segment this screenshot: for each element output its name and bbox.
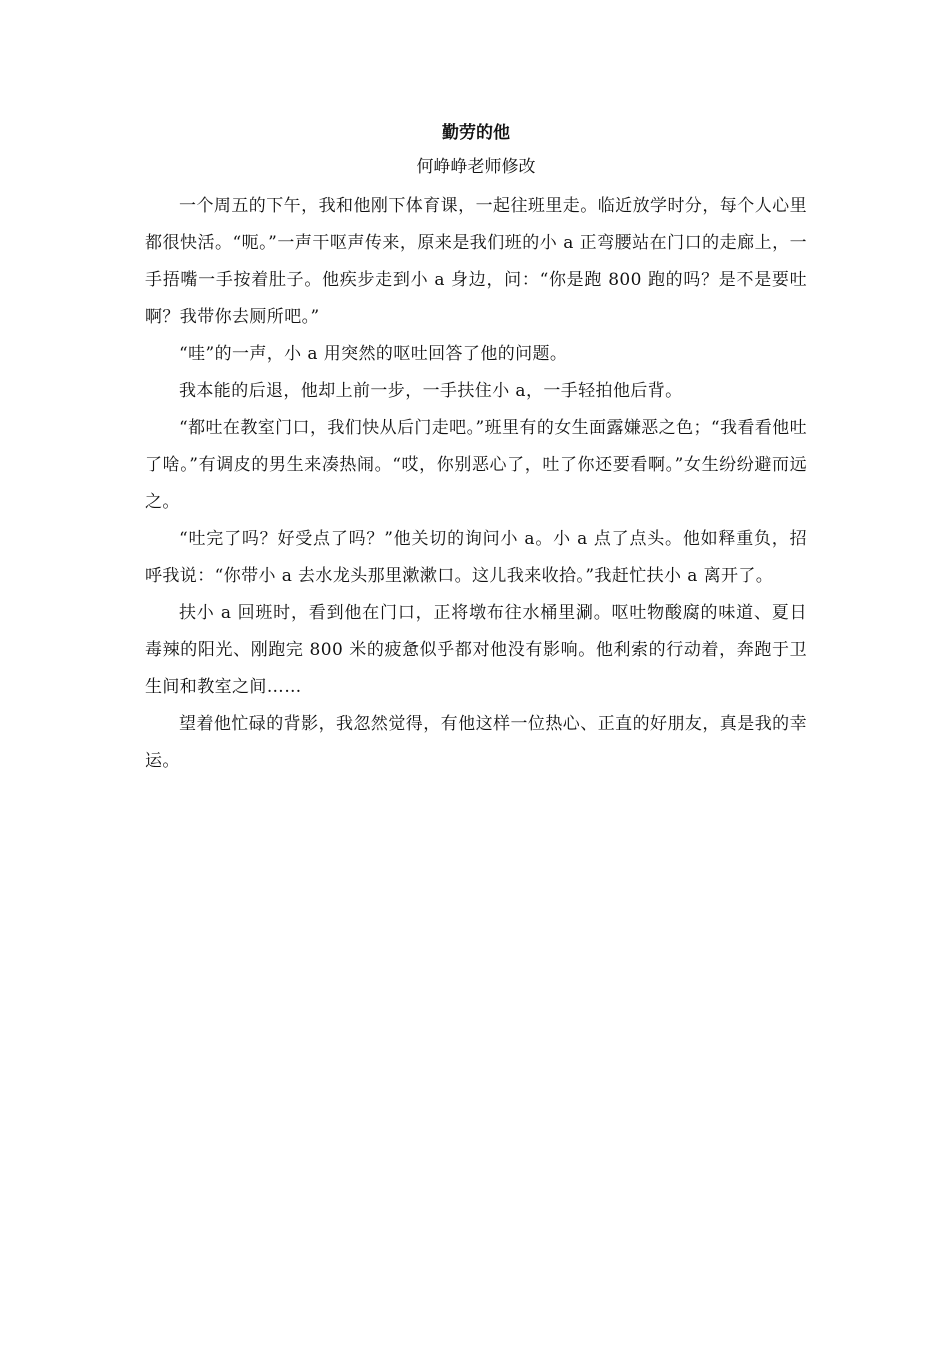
paragraph-4: “都吐在教室门口，我们快从后门走吧。”班里有的女生面露嫌恶之色；“我看看他吐了啥。”有调皮的男生来凑热闹。“哎，你别恶心了，吐了你还要看啊。”女生纷纷避而远之。 bbox=[145, 418, 807, 512]
document-page bbox=[145, 120, 807, 780]
paragraph-5: “吐完了吗？好受点了吗？”他关切的询问小 a。小 a 点了点头。他如释重负，招呼我说：“你带小 a 去水龙头那里漱漱口。这儿我来收拾。”我赶忙扶小 a 离开了。 bbox=[145, 529, 807, 586]
paragraph-6: 扶小 a 回班时，看到他在门口，正将墩布往水桶里涮。呕吐物酸腐的味道、夏日毒辣的阳光、刚跑完 800 米的疲惫似乎都对他没有影响。他利索的行动着，奔跑于卫生间和教室之间…… bbox=[145, 603, 807, 697]
paragraph-2: “哇”的一声，小 a 用突然的呕吐回答了他的问题。 bbox=[179, 344, 568, 364]
document-title: 勤劳的他 bbox=[442, 123, 510, 143]
document-subtitle: 何峥峥老师修改 bbox=[416, 157, 536, 177]
paragraph-7: 望着他忙碌的背影，我忽然觉得，有他这样一位热心、正直的好朋友，真是我的幸运。 bbox=[145, 714, 807, 771]
paragraph-1: 一个周五的下午，我和他刚下体育课，一起往班里走。临近放学时分，每个人心里都很快活。“呃。”一声干呕声传来，原来是我们班的小 a 正弯腰站在门口的走廊上，一手捂嘴一手按着肚子。他疾步走到小 a 身边，问：“你是跑 800 跑的吗？是不是要吐啊？我带你去厕所吧。” bbox=[145, 196, 807, 327]
paragraph-3: 我本能的后退，他却上前一步，一手扶住小 a，一手轻拍他后背。 bbox=[179, 381, 683, 401]
